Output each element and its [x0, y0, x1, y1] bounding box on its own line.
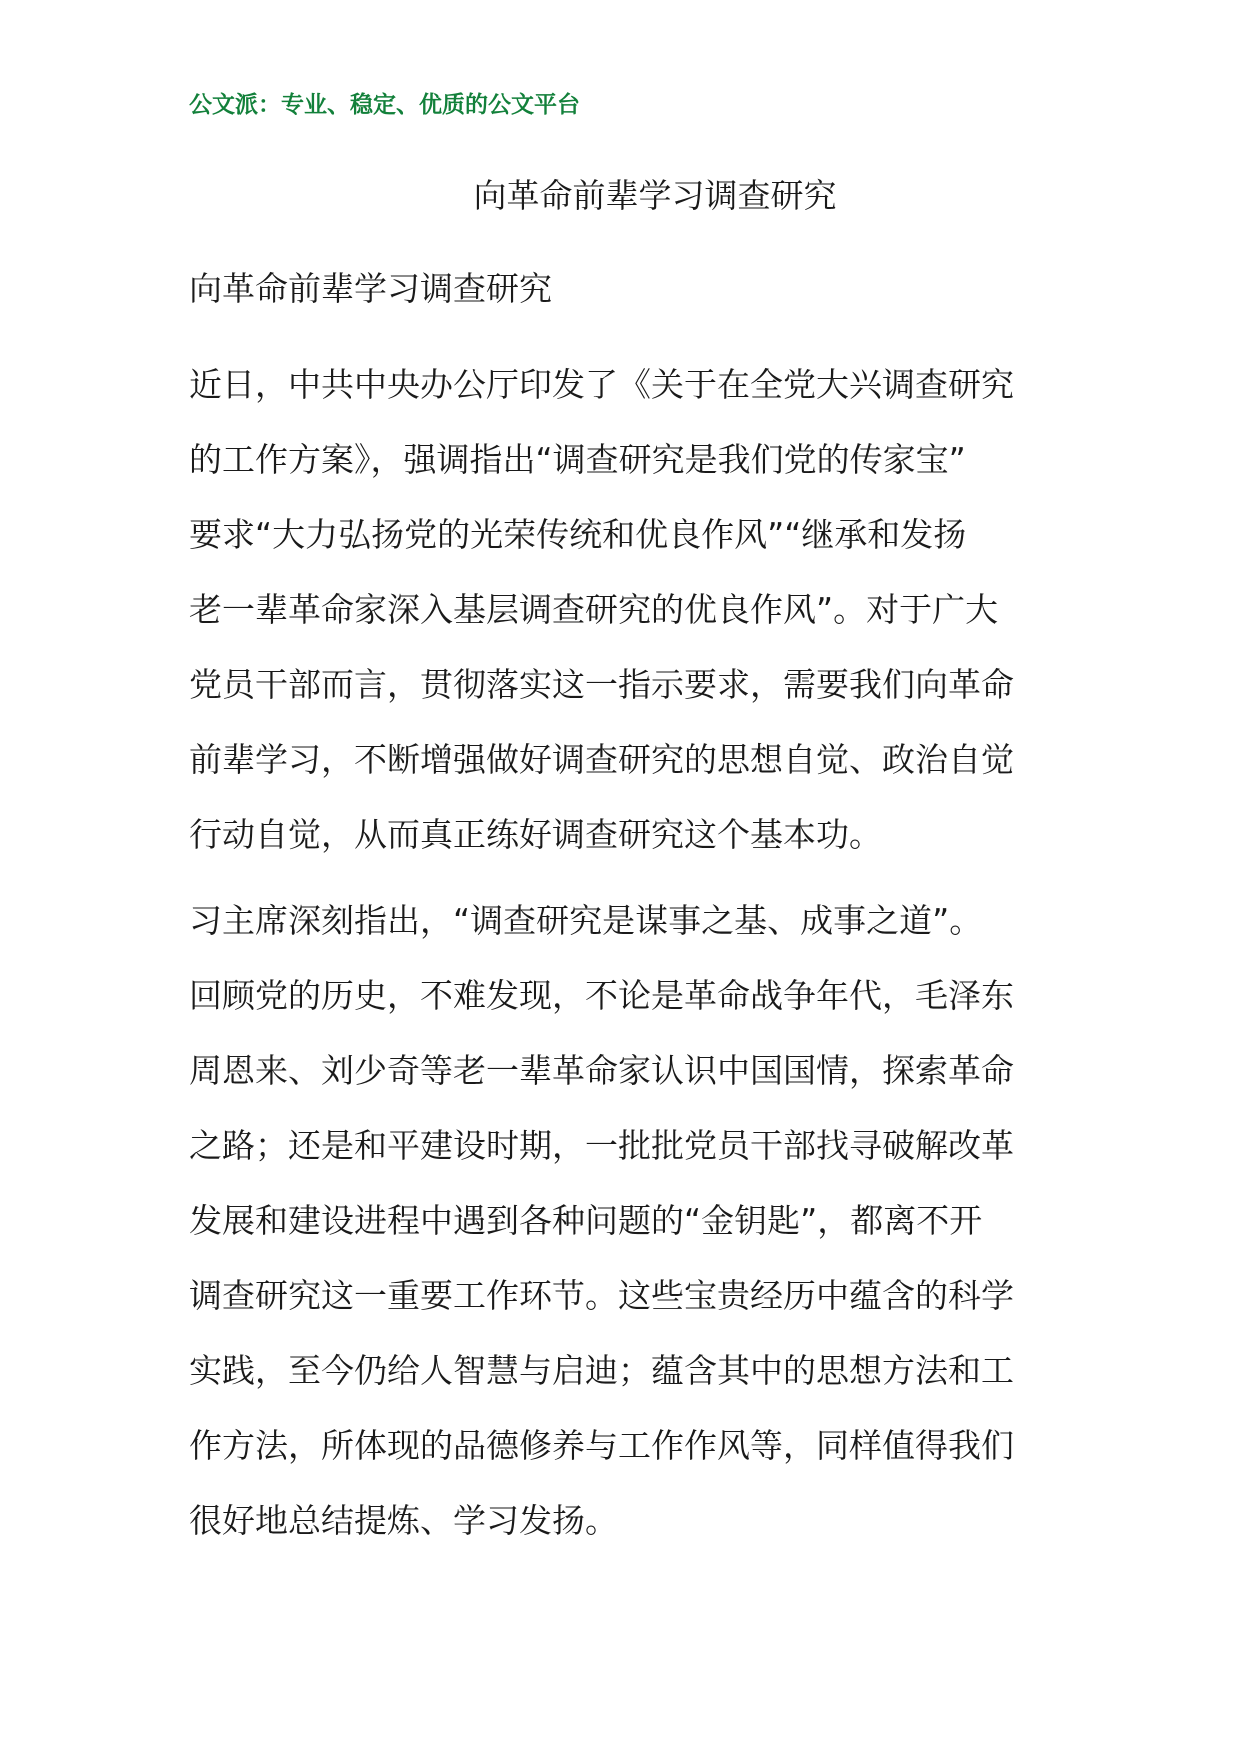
document-title: 向革命前辈学习调查研究 [473, 176, 837, 215]
paragraph-line: 调查研究这一重要工作环节。这些宝贵经历中蕴含的科学 [189, 1276, 1014, 1315]
paragraph-line: 行动自觉，从而真正练好调查研究这个基本功。 [189, 815, 882, 854]
paragraph-line: 周恩来、刘少奇等老一辈革命家认识中国国情，探索革命 [189, 1051, 1014, 1090]
paragraph-1 [189, 347, 1089, 872]
paragraph-line: 习主席深刻指出，“调查研究是谋事之基、成事之道”。 [189, 901, 983, 940]
document-subtitle: 向革命前辈学习调查研究 [189, 269, 552, 308]
paragraph-line: 要求“大力弘扬党的光荣传统和优良作风”“继承和发扬 [189, 515, 967, 554]
paragraph-line: 前辈学习，不断增强做好调查研究的思想自觉、政治自觉 [189, 740, 1014, 779]
paragraph-line: 的工作方案》，强调指出“调查研究是我们党的传家宝” [189, 440, 966, 479]
paragraph-line: 回顾党的历史，不难发现，不论是革命战争年代，毛泽东 [189, 976, 1014, 1015]
header-brand: 公文派：专业、稳定、优质的公文平台 [189, 91, 580, 118]
paragraph-line: 近日，中共中央办公厅印发了《关于在全党大兴调查研究 [189, 365, 1014, 404]
paragraph-line: 之路；还是和平建设时期，一批批党员干部找寻破解改革 [189, 1126, 1014, 1165]
paragraph-line: 发展和建设进程中遇到各种问题的“金钥匙”，都离不开 [189, 1201, 983, 1240]
paragraph-line: 老一辈革命家深入基层调查研究的优良作风”。对于广大 [189, 590, 999, 629]
paragraph-2 [189, 883, 1089, 1558]
paragraph-line: 作方法，所体现的品德修养与工作作风等，同样值得我们 [189, 1426, 1014, 1465]
paragraph-line: 很好地总结提炼、学习发扬。 [189, 1501, 618, 1540]
paragraph-line: 党员干部而言，贯彻落实这一指示要求，需要我们向革命 [189, 665, 1014, 704]
paragraph-line: 实践，至今仍给人智慧与启迪；蕴含其中的思想方法和工 [189, 1351, 1014, 1390]
